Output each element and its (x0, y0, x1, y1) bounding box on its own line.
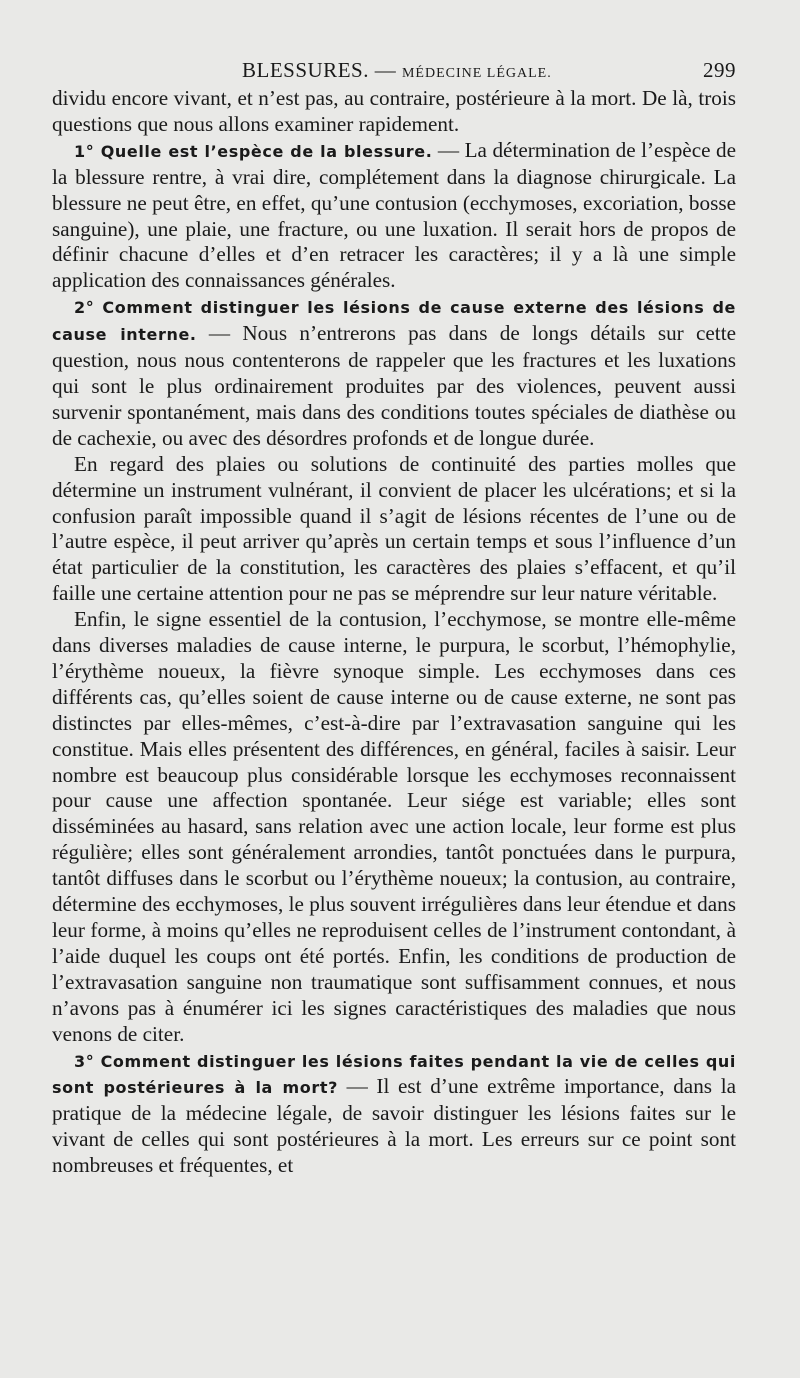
paragraph-text: dividu encore vivant, et n’est pas, au contraire, postérieure à la mort. De là, trois questions que nous allons examiner rapidement. (52, 86, 736, 136)
paragraph (52, 86, 736, 138)
body-text (52, 86, 736, 1179)
paragraph-text: — La détermination de l’espèce de la blessure rentre, à vrai dire, complétement dans la diagnose chirurgicale. La blessure ne peut être, en effet, qu’une contusion (ecchymoses, excoriation, bosse sanguine), une plaie, une fracture, ou une luxation. Il serait hors de propos de définir chacune d’elles et d’en retracer les caractères; il y a là une simple application des connaissances générales. (52, 137, 736, 293)
paragraph (52, 607, 736, 1047)
running-title-dash: — (368, 58, 402, 82)
paragraph (52, 452, 736, 607)
paragraph-text: — Nous n’entrerons pas dans de longs détails sur cette question, nous nous contenterons de rappeler que les fractures et les luxations qui sont le plus ordinairement produites par des violences, peuvent aussi survenir spontanément, mais dans des conditions toutes spéciales de diathèse ou de cachexie, ou avec des désordres profonds et de longue durée. (52, 321, 736, 450)
paragraph (52, 294, 736, 451)
page-number: 299 (703, 58, 736, 82)
running-header (52, 52, 736, 86)
section-heading: 3° Comment distinguer les lésions faites pendant la vie de celles qui sont postérieures à la mort? (52, 1051, 736, 1098)
section-heading: 2° Comment distinguer les lésions de cause externe des lésions de cause interne. (52, 298, 736, 345)
paragraph (52, 138, 736, 294)
paragraph-text: — Il est d’une extrême importance, dans la pratique de la médecine légale, de savoir distinguer les lésions faites sur le vivant de celles qui sont postérieures à la mort. Les erreurs sur ce point sont nombreuses et fréquentes, et (52, 1074, 736, 1178)
running-title-main: BLESSURES. (242, 58, 369, 82)
paragraph (52, 1048, 736, 1180)
section-heading: 1° Quelle est l’espèce de la blessure. (74, 141, 433, 161)
running-title (242, 58, 552, 83)
running-title-section: MÉDECINE LÉGALE. (401, 66, 552, 81)
paragraph-text: En regard des plaies ou solutions de continuité des parties molles que détermine un instrument vulnérant, il convient de placer les ulcérations; et si la confusion paraît impossible quand il s’agit de lésions récentes de l’une ou de l’autre espèce, il peut arriver qu’après un certain temps et sous l’influence d’un état particulier de la constitution, les caractères des plaies s’effacent, et qu’il faille une certaine attention pour ne pas se méprendre sur leur nature véritable. (52, 451, 736, 606)
paragraph-text: Enfin, le signe essentiel de la contusion, l’ecchymose, se montre elle-même dans diverses maladies de cause interne, le purpura, le scorbut, l’hémophylie, l’érythème noueux, la fièvre synoque simple. Les ecchymoses dans ces différents cas, qu’elles soient de cause interne ou de cause externe, ne sont pas distinctes par elles-mêmes, c’est-à-dire par l’extravasation sanguine qui les constitue. Mais elles présentent des différences, en général, faciles à saisir. Leur nombre est beaucoup plus considérable lorsque les ecchymoses reconnaissent pour cause une affection spontanée. Leur siége est variable; elles sont disséminées au hasard, sans relation avec une action locale, leur forme est plus régulière; elles sont généralement arrondies, tantôt ponctuées dans le purpura, tantôt diffuses dans le scorbut ou l’érythème noueux; la contusion, au contraire, détermine des ecchymoses, le plus souvent irrégulières dans leur étendue et dans leur forme, à moins qu’elles ne reproduisent celles de l’instrument contondant, à l’aide duquel les coups ont été portés. Enfin, les conditions de production de l’extravasation sanguine non traumatique sont suffisamment connues, et nous n’avons pas à énumérer ici les signes caractéristiques des maladies que nous venons de citer. (52, 607, 736, 1046)
